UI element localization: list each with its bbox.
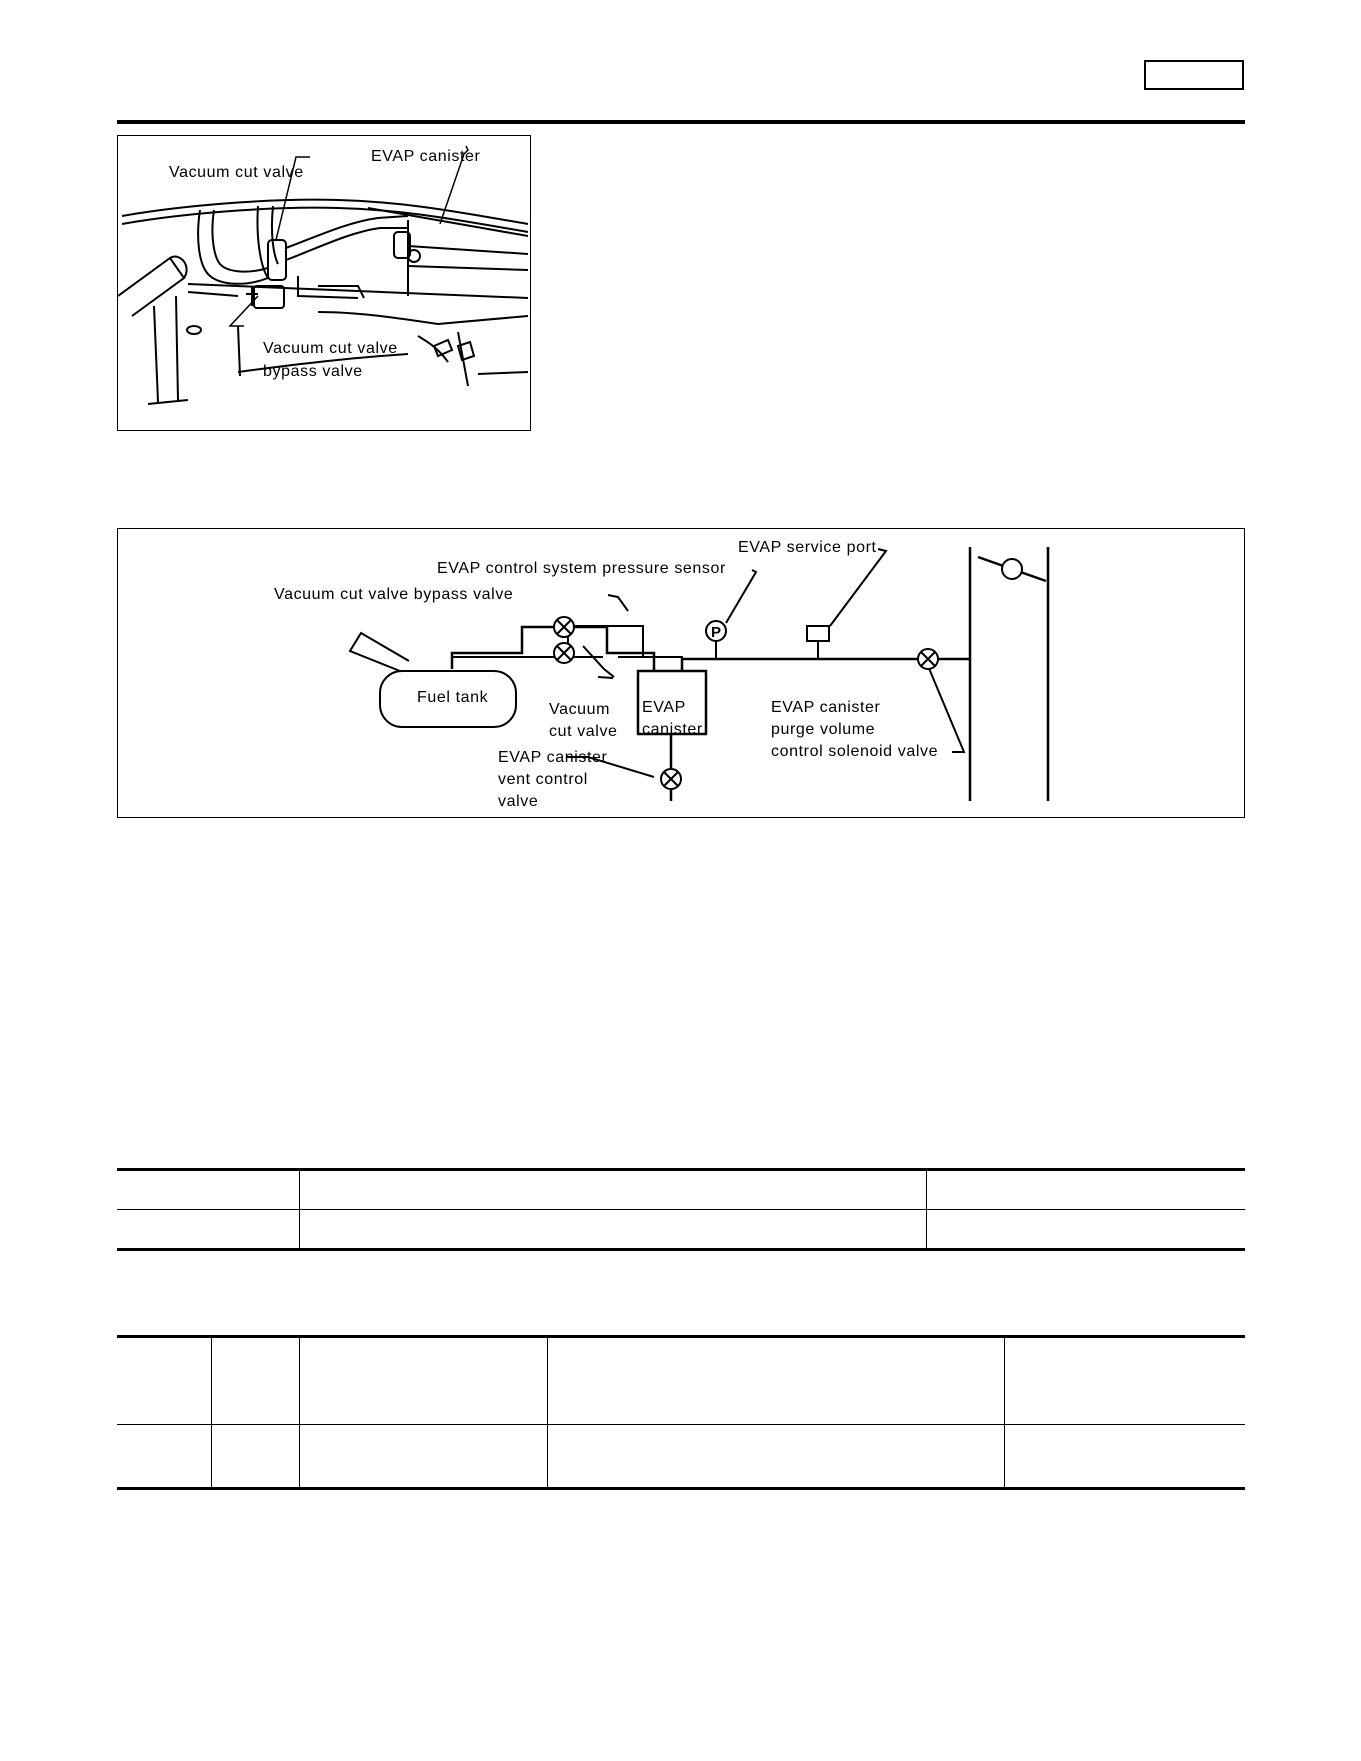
table-1-cell bbox=[299, 1170, 926, 1210]
throttle-valve-symbol bbox=[1002, 559, 1022, 579]
vent-control-valve-symbol bbox=[661, 769, 681, 789]
table-2-cell bbox=[211, 1425, 299, 1489]
evap-canister-label: EVAP canister bbox=[371, 148, 481, 165]
table-1-cell bbox=[117, 1210, 299, 1250]
table-2-row bbox=[117, 1425, 1245, 1489]
canister-label-line1: EVAP bbox=[642, 699, 686, 716]
table-2-cell bbox=[547, 1337, 1004, 1425]
canister-label-line2: canister bbox=[642, 721, 703, 738]
table-1-cell bbox=[926, 1170, 1245, 1210]
pressure-sensor-label: EVAP control system pressure sensor bbox=[437, 560, 726, 577]
evap-service-port-label: EVAP service port bbox=[738, 539, 877, 556]
table-1 bbox=[117, 1168, 1245, 1251]
purge-solenoid-valve-symbol bbox=[918, 649, 938, 669]
vent-valve-label-line3: valve bbox=[498, 793, 539, 810]
table-2-cell bbox=[299, 1425, 547, 1489]
table-1-cell bbox=[299, 1210, 926, 1250]
section-code-box bbox=[1144, 60, 1244, 90]
table-2-cell bbox=[1004, 1425, 1245, 1489]
table-2-cell bbox=[117, 1337, 211, 1425]
vacuum-cut-valve-label-line1: Vacuum bbox=[549, 701, 611, 718]
table-1-row bbox=[117, 1170, 1245, 1210]
vacuum-cut-valve-symbol bbox=[554, 643, 574, 663]
table-2-row bbox=[117, 1337, 1245, 1425]
table-2-cell bbox=[547, 1425, 1004, 1489]
vacuum-cut-valve-label: Vacuum cut valve bbox=[169, 164, 304, 181]
purge-valve-label-line2: purge volume bbox=[771, 721, 876, 738]
fuel-tank-label: Fuel tank bbox=[417, 689, 489, 706]
bypass-valve-label-line1: Vacuum cut valve bbox=[263, 340, 398, 357]
purge-valve-label-line3: control solenoid valve bbox=[771, 743, 939, 760]
bypass-valve-symbol bbox=[554, 617, 574, 637]
vent-valve-label-line1: EVAP canister bbox=[498, 749, 608, 766]
purge-valve-label-line1: EVAP canister bbox=[771, 699, 881, 716]
vacuum-cut-valve-label-line2: cut valve bbox=[549, 723, 618, 740]
header-rule bbox=[117, 120, 1245, 124]
table-2-cell bbox=[211, 1337, 299, 1425]
table-2 bbox=[117, 1335, 1245, 1490]
table-1-cell bbox=[926, 1210, 1245, 1250]
bypass-valve-label: Vacuum cut valve bypass valve bbox=[274, 586, 514, 603]
table-2-cell bbox=[299, 1337, 547, 1425]
table-1-row bbox=[117, 1210, 1245, 1250]
pressure-sensor-letter: P bbox=[710, 624, 722, 641]
bypass-valve-label-line2: bypass valve bbox=[263, 363, 363, 380]
table-2-cell bbox=[1004, 1337, 1245, 1425]
component-location-figure bbox=[117, 135, 531, 431]
vent-valve-label-line2: vent control bbox=[498, 771, 588, 788]
evap-system-diagram bbox=[117, 528, 1245, 818]
table-2-cell bbox=[117, 1425, 211, 1489]
table-1-cell bbox=[117, 1170, 299, 1210]
